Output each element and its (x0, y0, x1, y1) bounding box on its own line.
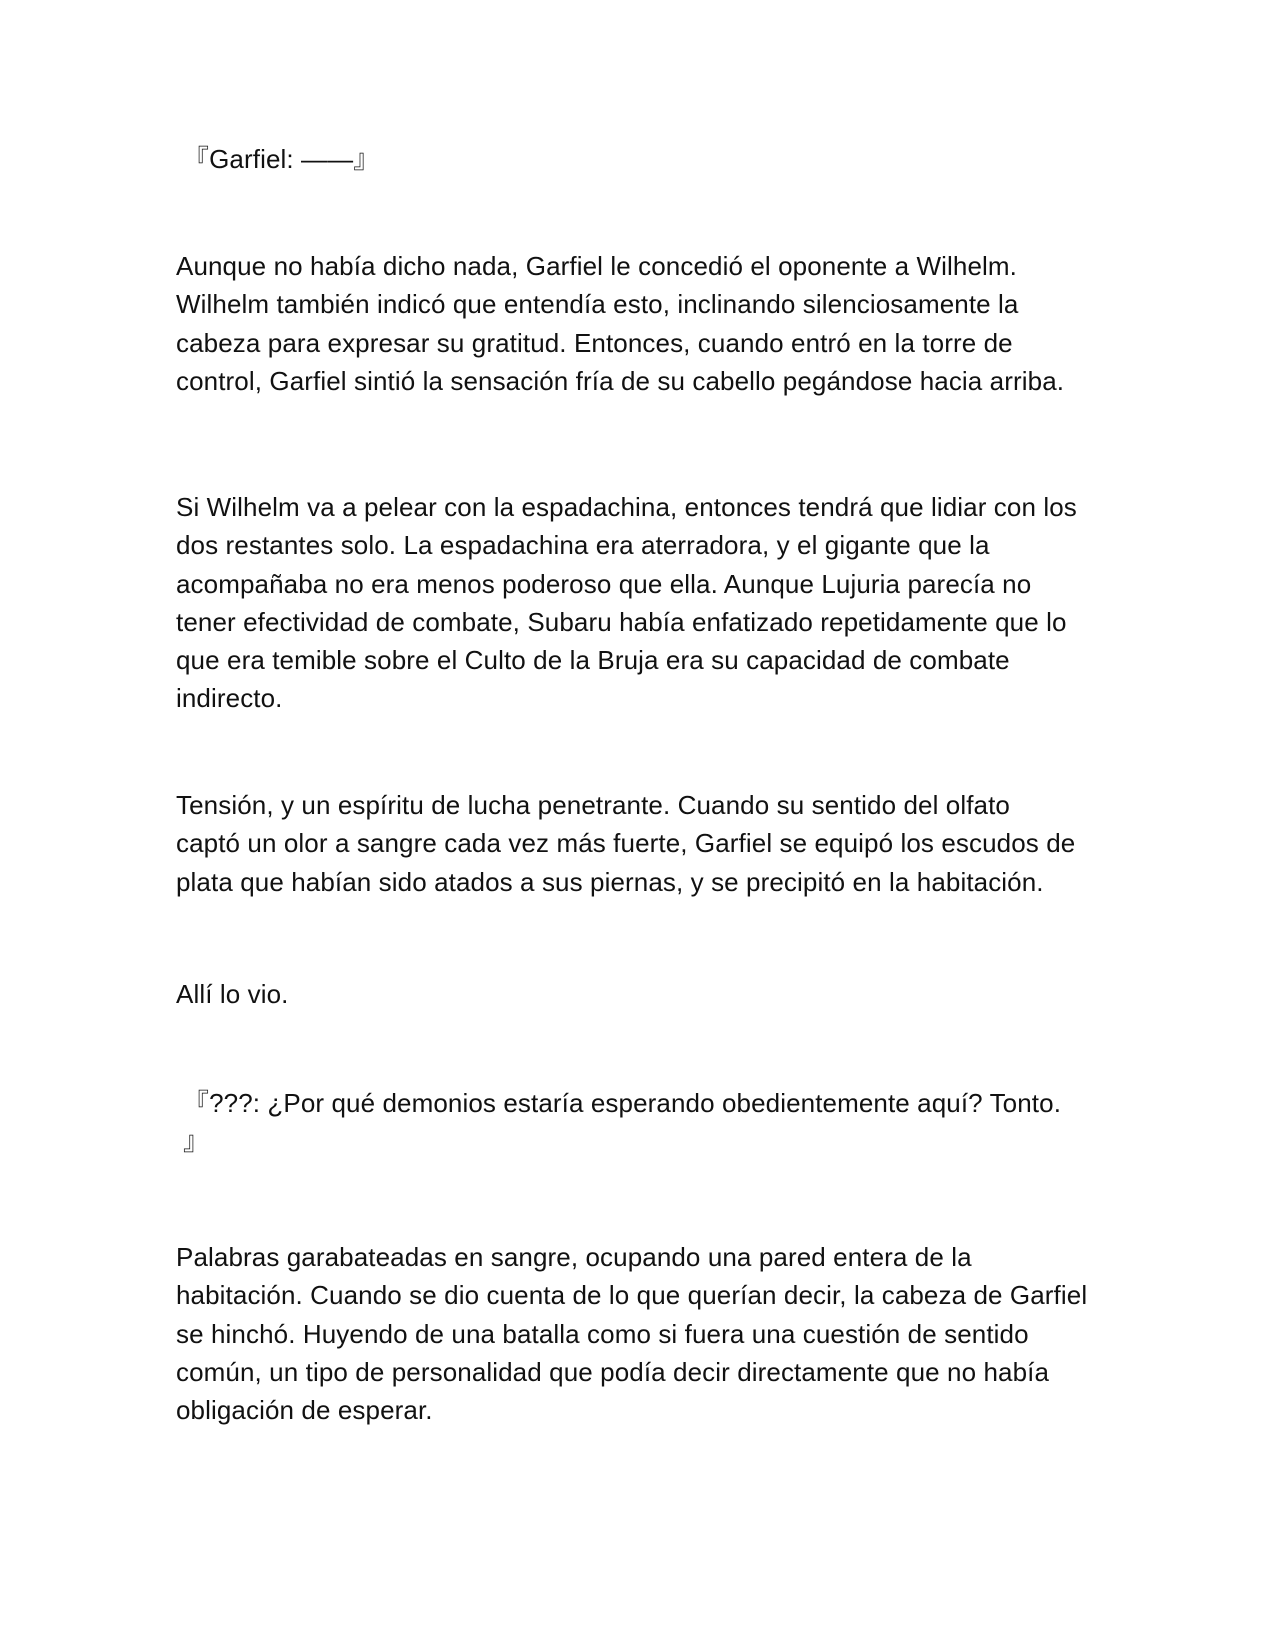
dialogue-garfiel (176, 140, 1113, 178)
paragraph-line: captó un olor a sangre cada vez más fuerte, Garfiel se equipó los escudos de (176, 828, 1076, 859)
paragraph-blood-words (176, 1238, 1106, 1429)
paragraph-line: Palabras garabateadas en sangre, ocupando una pared entera de la (176, 1242, 972, 1272)
paragraph-line: se hinchó. Huyendo de una batalla como si fuera una cuestión de sentido (176, 1318, 1029, 1349)
paragraph-line: indirecto. (176, 683, 283, 714)
paragraph-line: habitación. Cuando se dio cuenta de lo que querían decir, la cabeza de Garfiel (176, 1280, 1088, 1311)
paragraph-line: acompañaba no era menos poderoso que ella. Aunque Lujuria parecía no (176, 568, 1032, 599)
dialogue-unknown (176, 1084, 1113, 1161)
paragraph-line: obligación de esperar. (176, 1395, 433, 1426)
paragraph-line: control, Garfiel sintió la sensación fría de su cabello pegándose hacia arriba. (176, 365, 1065, 396)
paragraph-line: común, un tipo de personalidad que podía decir directamente que no había (176, 1356, 1050, 1387)
paragraph-line: tener efectividad de combate, Subaru había enfatizado repetidamente que lo (176, 606, 1067, 637)
paragraph-line: dos restantes solo. La espadachina era aterradora, y el gigante que la (176, 530, 990, 561)
paragraph-line: plata que habían sido atados a sus piernas, y se precipitó en la habitación. (176, 866, 1044, 897)
paragraph-line: Aunque no había dicho nada, Garfiel le concedió el oponente a Wilhelm. (176, 251, 1018, 281)
paragraph-line: Allí lo vio. (176, 979, 289, 1009)
paragraph-line: Wilhelm también indicó que entendía esto, inclinando silenciosamente la (176, 289, 1019, 320)
paragraph-line: que era temible sobre el Culto de la Bruja era su capacidad de combate (176, 645, 1010, 676)
paragraph-remaining-enemies (176, 488, 1106, 718)
paragraph-line: Si Wilhelm va a pelear con la espadachina, entonces tendrá que lidiar con los (176, 492, 1077, 522)
paragraph-wilhelm-opponent (176, 247, 1106, 400)
dialogue-line: 『Garfiel: ——』 (183, 144, 380, 174)
dialogue-line: 』 (183, 1126, 210, 1157)
paragraph-alli-lo-vio (176, 975, 1106, 1013)
paragraph-line: cabeza para expresar su gratitud. Entonces, cuando entró en la torre de (176, 327, 1013, 358)
dialogue-line: 『???: ¿Por qué demonios estaría esperando obedientemente aquí? Tonto. (183, 1088, 1062, 1118)
paragraph-tension (176, 786, 1106, 901)
paragraph-line: Tensión, y un espíritu de lucha penetrante. Cuando su sentido del olfato (176, 790, 1010, 820)
